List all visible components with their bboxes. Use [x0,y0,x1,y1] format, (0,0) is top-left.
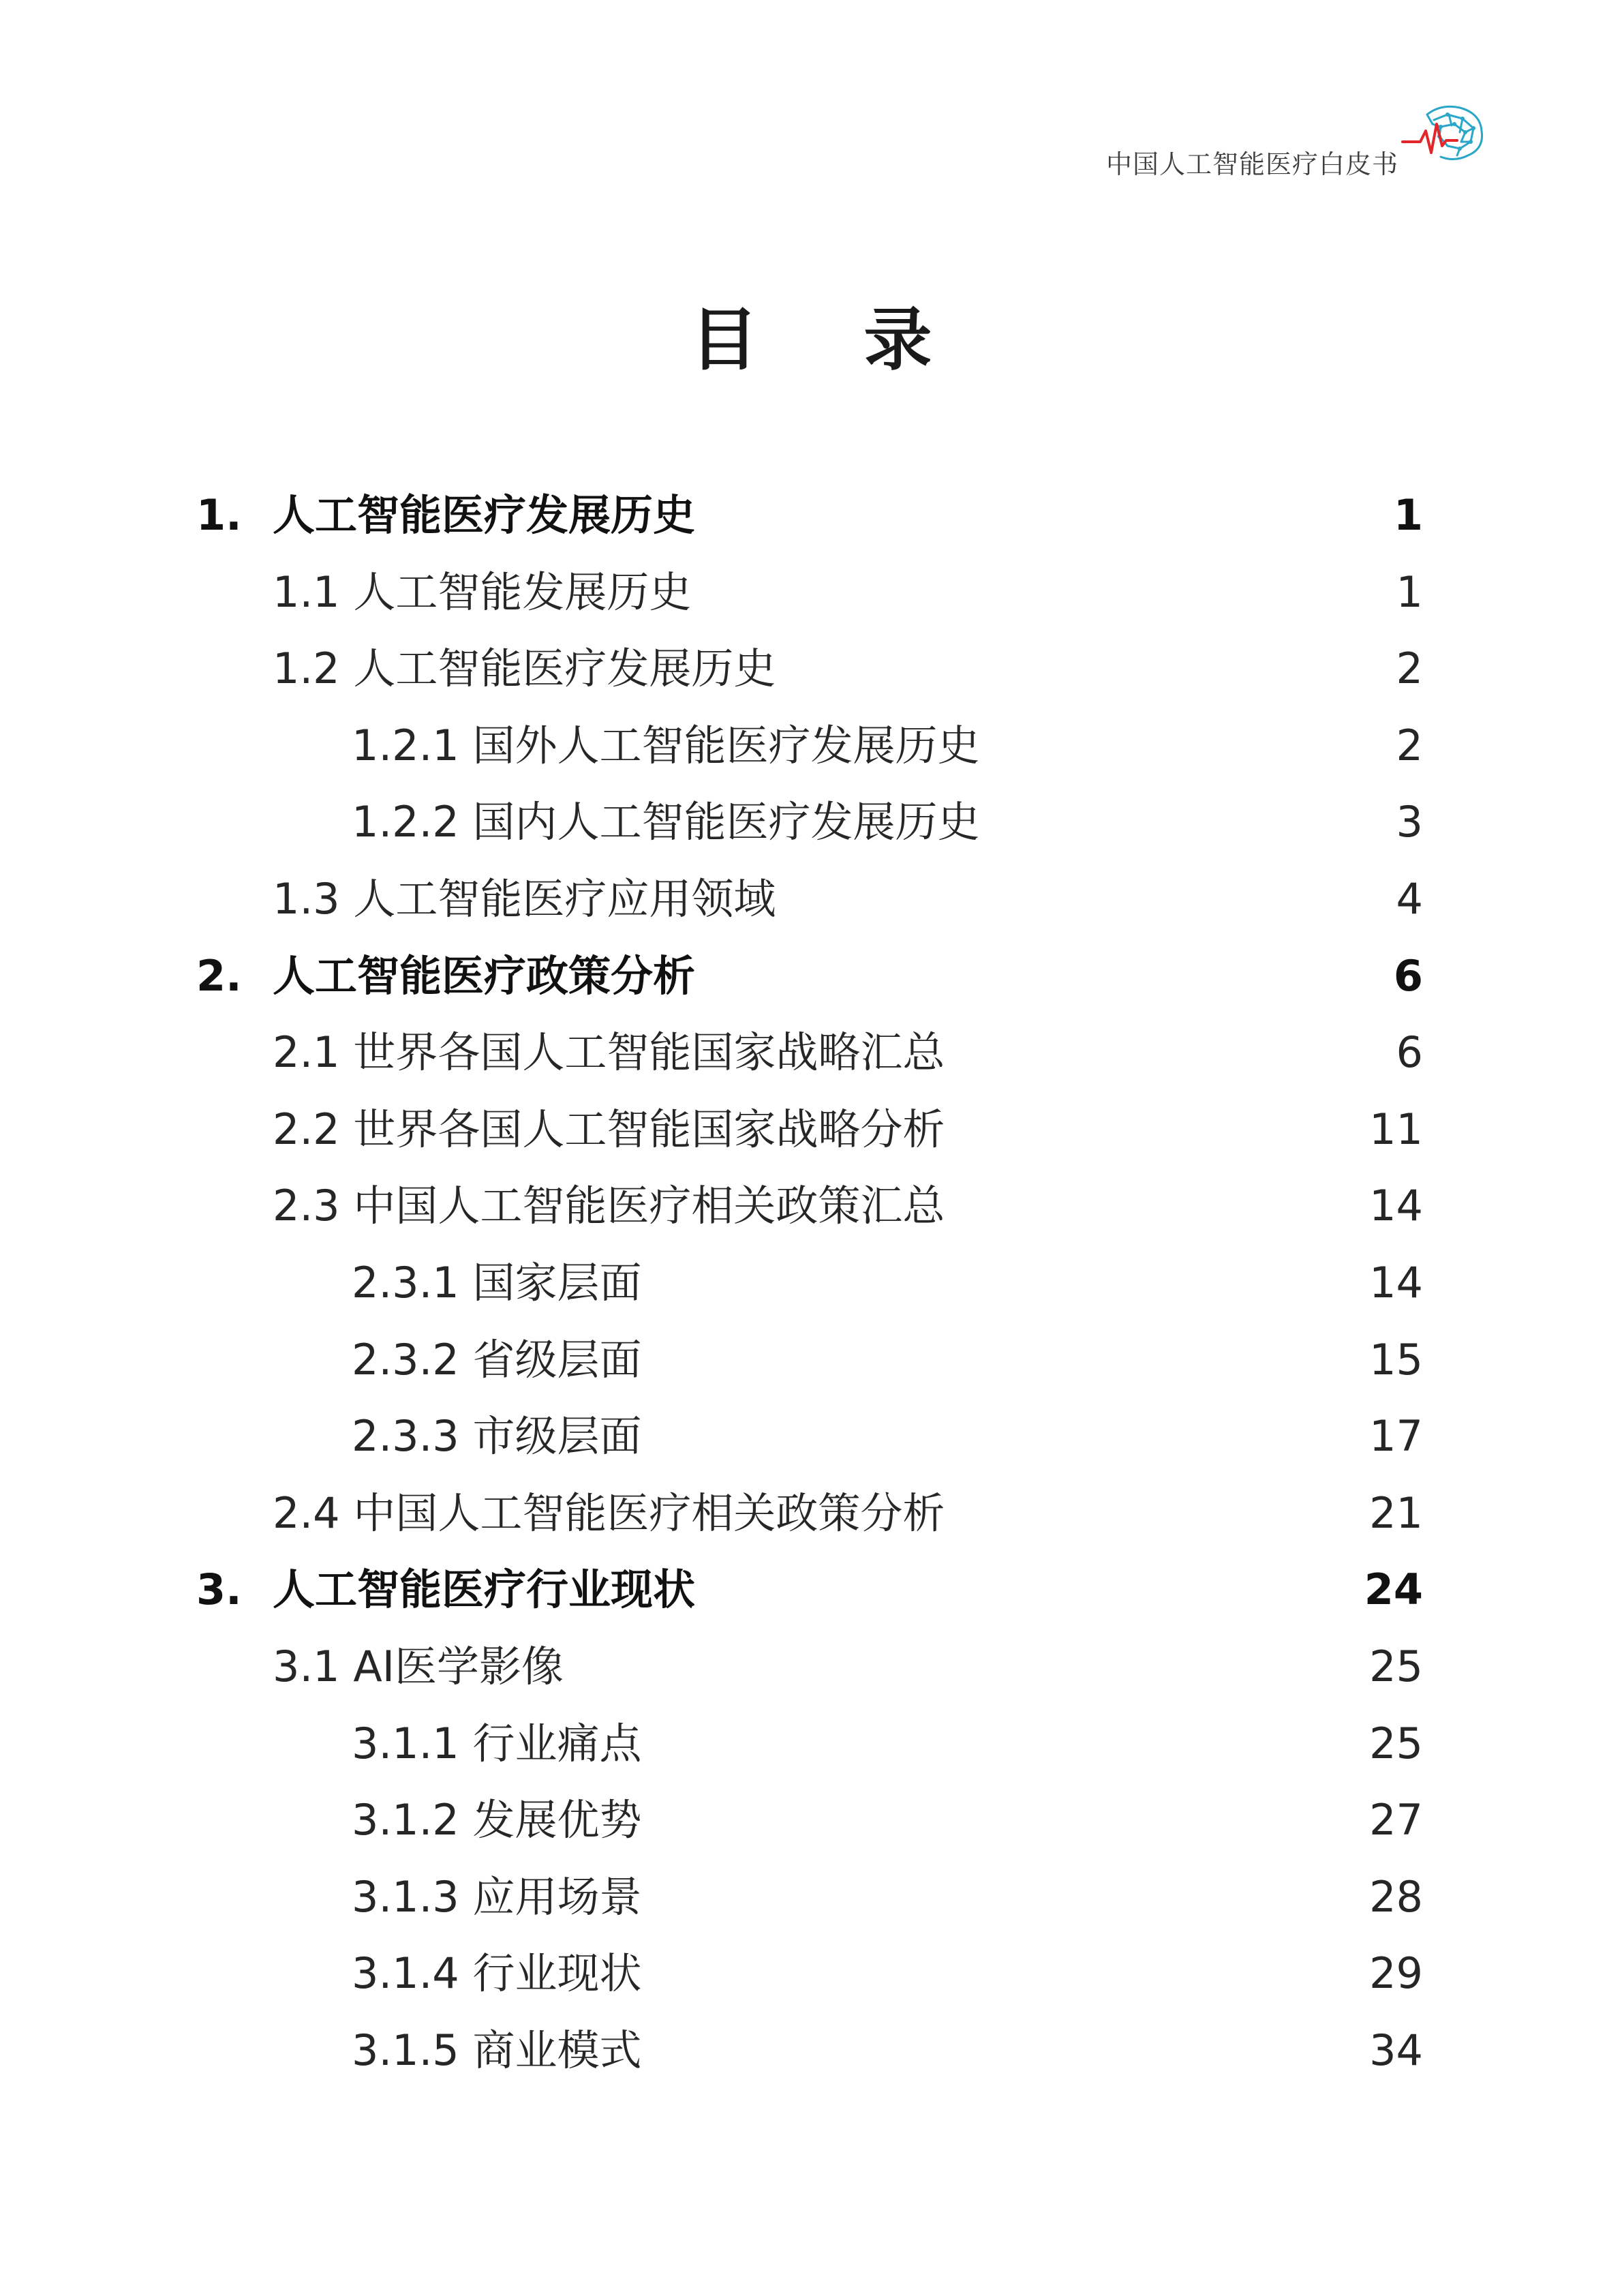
toc-entry[interactable] [0,2012,1622,2089]
toc-entry[interactable] [0,1014,1622,1091]
toc-entry-label [352,1706,642,1782]
toc-entry-number: 3.1.2 [352,1795,459,1845]
toc-entry[interactable] [0,1322,1622,1398]
toc-entry-label [352,2012,642,2089]
toc-entry[interactable] [0,554,1622,631]
toc-entry-title: 国外人工智能医疗发展历史 [472,721,980,770]
toc-entry-page: 25 [1369,1642,1423,1691]
toc-entry-title: 中国人工智能医疗相关政策汇总 [353,1181,945,1230]
toc-entry-title: AI医学影像 [353,1642,564,1691]
toc-entry-number: 3.1.1 [352,1719,459,1768]
toc-entry-title: 行业痛点 [472,1719,642,1768]
toc-entry-page: 25 [1369,1719,1423,1768]
toc-entry-page: 4 [1396,874,1423,924]
header-title: 中国人工智能医疗白皮书 [1105,149,1398,179]
toc-entry[interactable] [0,1935,1622,2012]
toc-entry-number: 1.2.2 [352,797,459,847]
toc-entry-title: 国家层面 [472,1258,642,1308]
toc-entry[interactable] [0,1859,1622,1935]
toc-entry-number: 2.2 [273,1104,340,1154]
page-header [1036,95,1513,191]
toc-entry-page: 34 [1369,2025,1423,2075]
toc-entry[interactable] [0,1706,1622,1782]
toc-entry-number: 2.3.2 [352,1335,459,1385]
toc-entry-title: 人工智能医疗应用领域 [353,874,776,924]
toc-entry-number: 3.1.3 [352,1872,459,1922]
toc-entry-number: 1. [196,490,242,540]
toc-entry-page: 1 [1396,567,1423,617]
toc-entry-page: 27 [1369,1795,1423,1845]
toc-entry-number: 2.3 [273,1181,340,1230]
toc-entry-page: 3 [1396,797,1423,847]
toc-entry-number: 3.1.4 [352,1948,459,1998]
toc-entry-page: 6 [1393,951,1423,1001]
toc-entry-title: 世界各国人工智能国家战略汇总 [353,1027,945,1077]
toc-entry[interactable] [0,1552,1622,1628]
toc-entry-label [352,1322,642,1398]
toc-entry-label [352,1935,642,2012]
toc-entry-title: 人工智能医疗行业现状 [273,1565,696,1614]
toc-entry-title: 商业模式 [472,2025,642,2075]
toc-entry-title: 市级层面 [472,1411,642,1461]
toc-entry-label [273,1168,945,1244]
toc-entry-title: 行业现状 [472,1948,642,1998]
toc-entry-number: 1.2 [273,644,340,693]
toc-entry[interactable] [0,938,1622,1014]
toc-entry-title: 人工智能医疗政策分析 [273,951,696,1001]
toc-entry-title: 人工智能医疗发展历史 [353,644,776,693]
toc-entry-label [273,861,776,937]
toc-entry[interactable] [0,1245,1622,1321]
toc-entry[interactable] [0,1091,1622,1168]
toc-entry-title: 应用场景 [472,1872,642,1922]
toc-entry-number: 2. [196,951,242,1001]
toc-entry-label [196,477,695,554]
toc-entry-label [352,1245,642,1321]
toc-entry[interactable] [0,861,1622,937]
toc-entry-label [352,1859,642,1935]
toc-entry-label [196,1552,695,1628]
toc-entry-number: 1.2.1 [352,721,459,770]
toc-entry-number: 2.3.1 [352,1258,459,1308]
toc-entry-page: 28 [1369,1872,1423,1922]
page-title: 目 录 [690,300,973,380]
toc-entry-label [352,1398,642,1475]
toc-entry-page: 2 [1396,644,1423,693]
toc-entry-title: 人工智能医疗发展历史 [273,490,696,540]
toc-entry-number: 3.1 [273,1642,340,1691]
toc-entry-page: 11 [1369,1104,1423,1154]
toc-entry-page: 2 [1396,721,1423,770]
toc-entry-label [273,1475,945,1552]
toc-entry-number: 3.1.5 [352,2025,459,2075]
toc-entry[interactable] [0,708,1622,784]
toc-entry-page: 29 [1369,1948,1423,1998]
toc-entry-page: 17 [1369,1411,1423,1461]
toc-entry-number: 1.3 [273,874,340,924]
toc-entry-label [273,631,776,707]
toc-entry-page: 1 [1393,490,1423,540]
toc-entry[interactable] [0,1168,1622,1244]
toc-entry-number: 2.1 [273,1027,340,1077]
brain-heartbeat-logo-icon [1400,101,1488,169]
toc-entry-title: 国内人工智能医疗发展历史 [472,797,980,847]
toc-entry-label [273,1629,564,1705]
toc-entry[interactable] [0,477,1622,554]
toc-entry-title: 世界各国人工智能国家战略分析 [353,1104,945,1154]
toc-entry-label [273,554,691,631]
toc-entry[interactable] [0,784,1622,860]
toc-entry-label [352,784,980,860]
toc-entry[interactable] [0,1782,1622,1858]
toc-entry-title: 人工智能发展历史 [353,567,692,617]
toc-entry-number: 1.1 [273,567,340,617]
toc-entry-page: 15 [1369,1335,1423,1385]
toc-entry-label [273,1091,945,1168]
toc-entry-number: 2.3.3 [352,1411,459,1461]
toc-entry-title: 发展优势 [472,1795,642,1845]
toc-entry-title: 省级层面 [472,1335,642,1385]
toc-entry-page: 24 [1364,1565,1423,1614]
toc-entry-label [352,708,980,784]
toc-entry-label [273,1014,945,1091]
toc-entry-page: 14 [1369,1258,1423,1308]
toc-entry-page: 14 [1369,1181,1423,1230]
toc-entry-number: 3. [196,1565,242,1614]
toc-entry-label [196,938,695,1014]
toc-entry[interactable] [0,1629,1622,1705]
toc-entry[interactable] [0,1475,1622,1552]
toc-entry-page: 6 [1396,1027,1423,1077]
toc-entry-title: 中国人工智能医疗相关政策分析 [353,1488,945,1538]
toc-entry[interactable] [0,631,1622,707]
toc-entry-label [352,1782,642,1858]
toc-entry-number: 2.4 [273,1488,340,1538]
toc-entry-page: 21 [1369,1488,1423,1538]
toc-entry[interactable] [0,1398,1622,1475]
